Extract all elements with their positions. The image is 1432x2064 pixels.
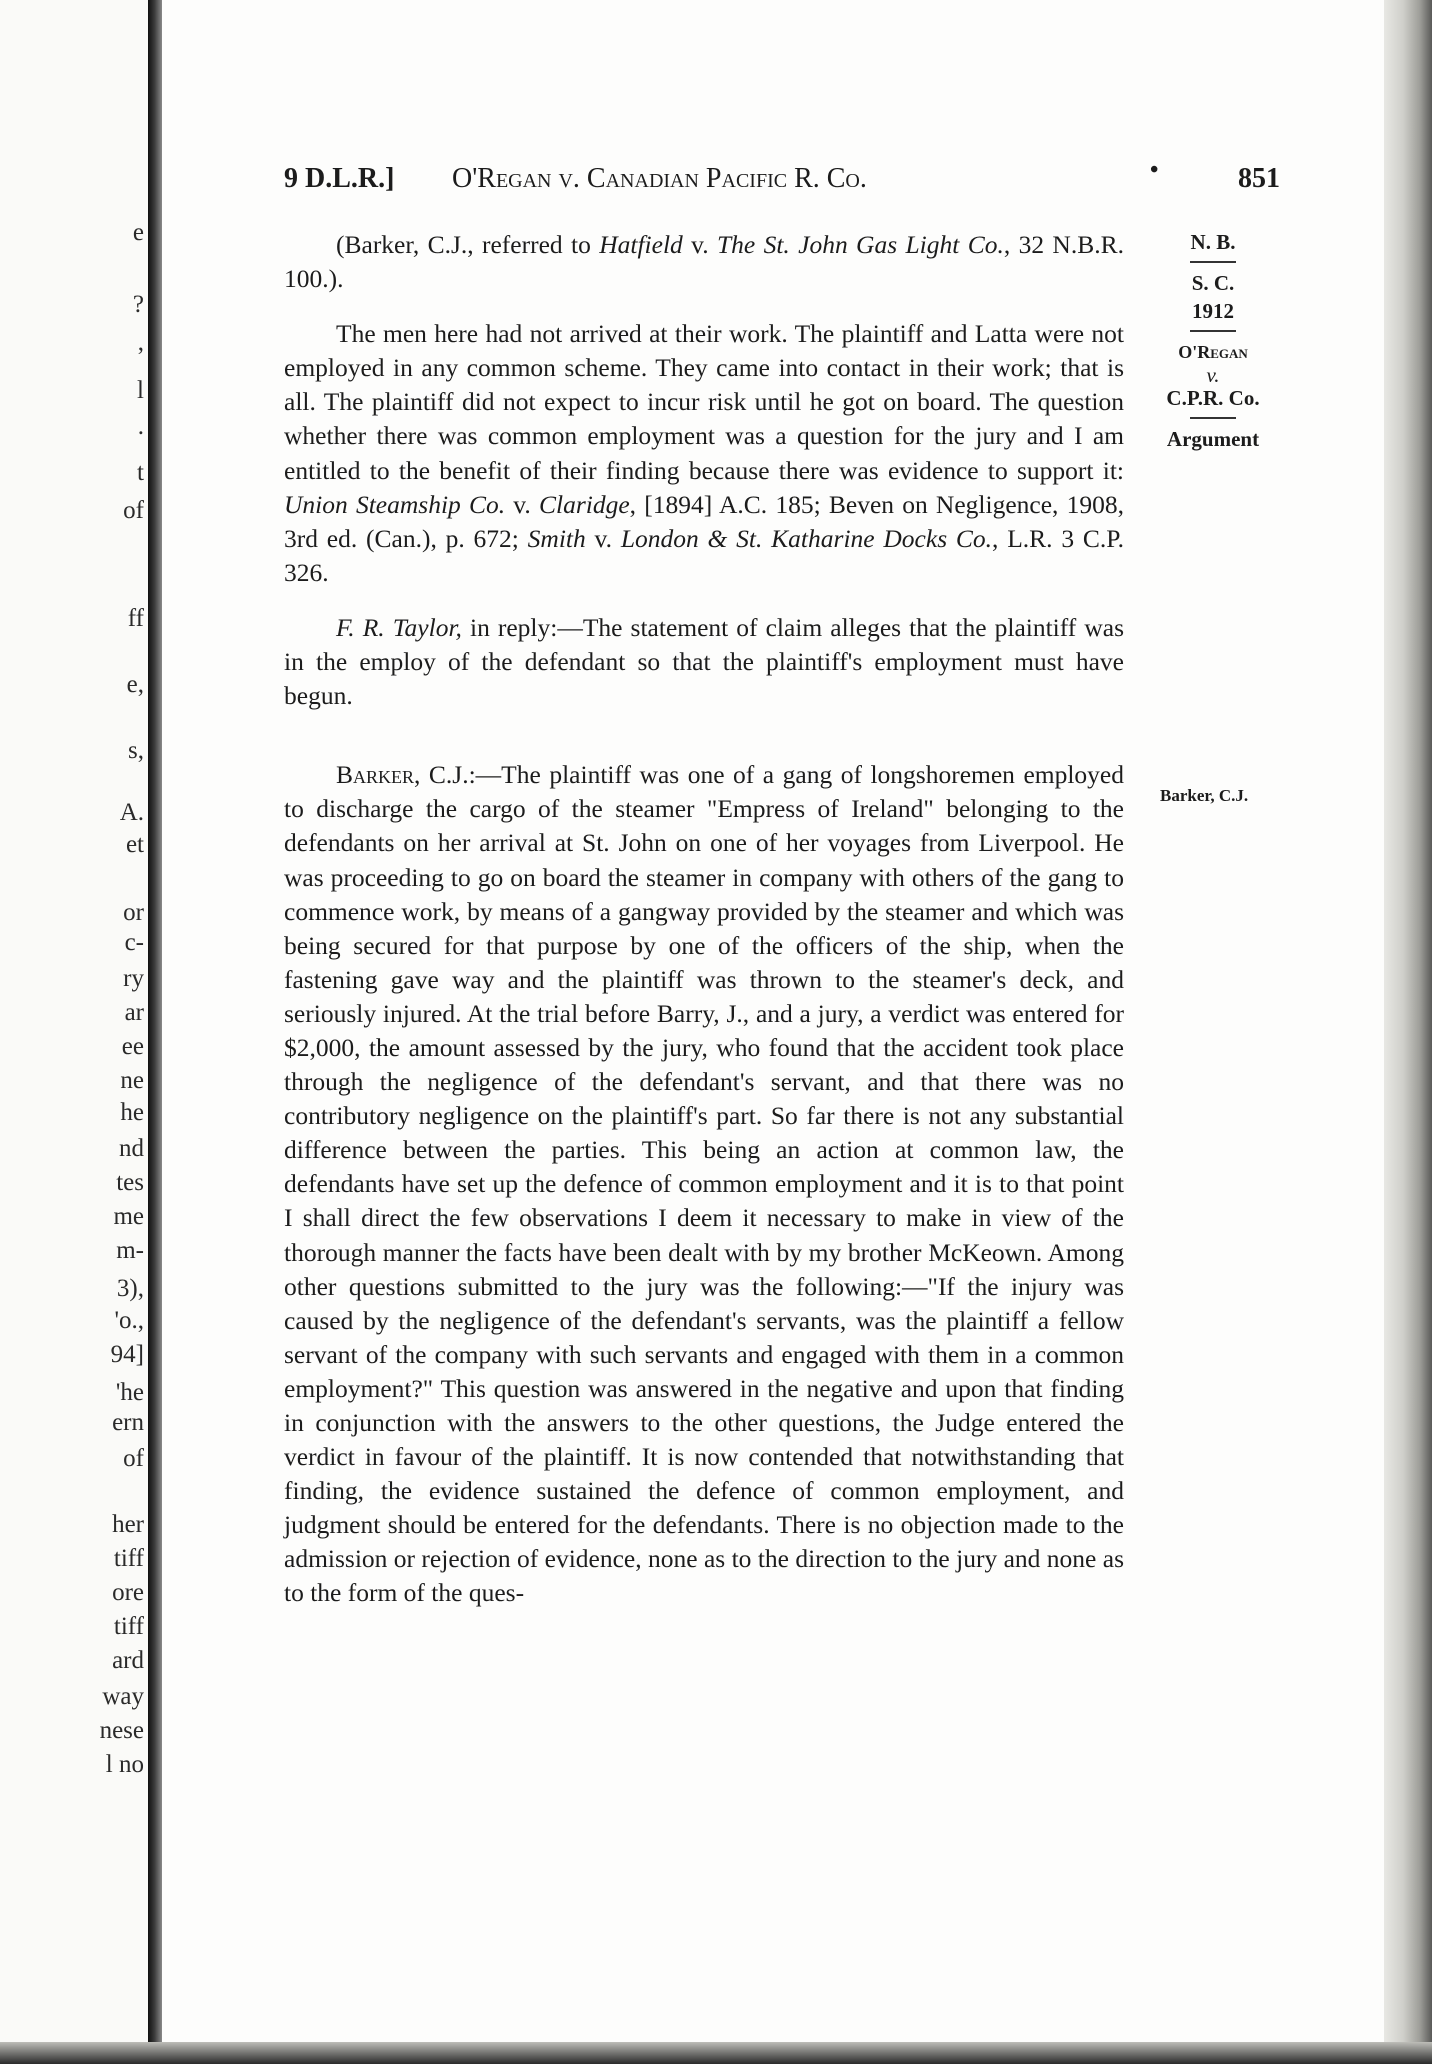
previous-page-text-fragment: 94]: [110, 1341, 144, 1368]
text-run: v.: [682, 230, 717, 259]
margin-judge: Barker, C.J.: [1160, 786, 1249, 805]
previous-page-text-fragment: c-: [124, 929, 144, 956]
previous-page-text-fragment: s,: [128, 737, 144, 764]
previous-page-text-fragment: tiff: [113, 1613, 144, 1640]
margin-court-level: S. C.: [1191, 271, 1235, 295]
margin-section: Argument: [1166, 427, 1260, 451]
previous-page-text-fragment: ,: [137, 329, 144, 356]
text-run: , [1894] A.C. 185; Beven on Negligence, 1908, 3rd ed. (Can.), p. 672;: [284, 489, 1124, 553]
text-run: in reply:—The statement of claim alleges that the plaintiff was in the employ of the defendant so that the plaintiff's employment must have begun.: [284, 612, 1124, 711]
case-name: Smith: [527, 523, 586, 553]
previous-page-text-fragment: tes: [116, 1169, 144, 1196]
text-run: , L.R. 3 C.P. 326.: [284, 523, 1124, 587]
margin-versus: v.: [1206, 363, 1220, 387]
previous-page-text-fragment: ore: [112, 1579, 144, 1606]
bottom-scan-edge: [0, 2042, 1432, 2064]
previous-page-text-fragment: ?: [132, 291, 144, 318]
text-run: :—The plaintiff was one of a gang of longshoremen employed to discharge the cargo of the steamer "Empress of Ireland" belonging to the defendants on her arrival at St. John on one of her voyages from Liverpool. He was proceeding to go on board the steamer in company with others of the gang to commence work, by means of a gangway provided by the steamer and which was being secured for that purpose by one of the officers of the ship, when the fastening gave way and the plaintiff was thrown to the steamer's deck, and seriously injured. At the trial before Barry, J., and a jury, a verdict was entered for $2,000, the amount assessed by the jury, who found that the accident took place through the negligence of the defendant's servant, and that there was no contributory negligence on the plaintiff's part. So far there is not any substantial difference between the parties. This being an action at common law, the defendants have set up the defence of common employment and it is to that point I shall direct the few observations I deem it necessary to make in view of the thorough manner the facts have been dealt with by my brother McKeown. Among other questions submitted to the jury was the following:—"If the injury was caused by the negligence of the defendant's servants, was the plaintiff a fellow servant of the company with such servants and engaged with them in a common employment?" This question was answered in the negative and upon that finding in conjunction with the answers to the other questions, the Judge entered the verdict in favour of the plaintiff. It is now contended that notwithstanding that finding, the evidence sustained the defence of common employment, and judgment should be entered for the defendants. There is no objection made to the admission or rejection of evidence, none as to the direction to the jury and none as to the form of the ques-: [284, 760, 1125, 1608]
previous-page-text-fragment: way: [102, 1683, 144, 1710]
previous-page-text-fragment: l no: [105, 1751, 144, 1778]
previous-page-text-fragment: 'o.,: [114, 1307, 144, 1334]
case-name: Claridge: [538, 489, 630, 519]
volume-reference: 9 D.L.R.]: [284, 163, 395, 194]
margin-notes: [1156, 228, 1270, 453]
text-run: , 32 N.B.R. 100.).: [284, 230, 1124, 294]
case-title-header: O'Regan v. Canadian Pacific R. Co.: [452, 163, 867, 194]
previous-page-text-fragment: ff: [127, 605, 144, 632]
previous-page-text-fragment: .: [137, 413, 144, 440]
case-name: London & St. Katharine Docks Co.: [620, 523, 993, 553]
text-run: v.: [505, 489, 539, 519]
running-head: [284, 157, 1284, 199]
previous-page-text-fragment: ry: [123, 965, 144, 992]
header-mark: •: [1150, 157, 1159, 183]
previous-page-text-fragment: l: [137, 377, 144, 404]
previous-page-text-fragment: her: [112, 1511, 144, 1538]
text-run: The men here had not arrived at their work. The plaintiff and Latta were not employed in any common scheme. They came into contact in their work; that is all. The plaintiff did not expect to incur risk until he got on board. The question whether there was common employment was a question for the jury and I am entitled to the benefit of their finding because there was evidence to support it:: [284, 319, 1124, 485]
paragraph-judgment: [284, 758, 1124, 1610]
case-name: Hatfield: [599, 230, 683, 259]
main-text: [284, 228, 1124, 1611]
book-gutter: [148, 0, 162, 2064]
previous-page-text-fragment: t: [137, 459, 144, 486]
previous-page-text-fragment: me: [113, 1203, 144, 1230]
previous-page-text-fragment: nd: [119, 1135, 144, 1162]
margin-party-1: O'Regan: [1178, 342, 1248, 362]
page-number: 851: [1238, 163, 1280, 194]
right-page-edge: [1384, 0, 1432, 2064]
previous-page-text-fragment: nese: [99, 1717, 144, 1744]
previous-page-text-fragment: 'he: [115, 1379, 144, 1406]
previous-page-edge: [0, 0, 148, 2064]
margin-rule: [1190, 417, 1236, 419]
previous-page-text-fragment: ern: [112, 1409, 144, 1436]
previous-page-text-fragment: or: [123, 899, 144, 926]
previous-page-text-fragment: 3),: [116, 1275, 144, 1302]
margin-party-2: C.P.R. Co.: [1166, 386, 1260, 410]
previous-page-text-fragment: ar: [124, 999, 144, 1026]
margin-court: N. B.: [1190, 230, 1236, 254]
previous-page-text-fragment: of: [123, 497, 144, 524]
counsel-name: F. R. Taylor,: [336, 612, 462, 642]
previous-page-text-fragment: tiff: [113, 1545, 144, 1572]
previous-page-text-fragment: ee: [121, 1033, 144, 1060]
text-run: v.: [585, 523, 621, 553]
text-run: (Barker, C.J., referred to: [336, 230, 600, 259]
previous-page-text-fragment: of: [123, 1445, 144, 1472]
margin-year: 1912: [1192, 299, 1234, 323]
case-name: The St. John Gas Light Co.: [716, 230, 1004, 259]
previous-page-text-fragment: e,: [126, 671, 144, 698]
previous-page-text-fragment: ne: [120, 1067, 144, 1094]
previous-page-text-fragment: he: [120, 1099, 144, 1126]
previous-page-text-fragment: et: [125, 831, 144, 858]
margin-rule: [1190, 330, 1236, 332]
case-name: Union Steamship Co.: [284, 489, 506, 519]
paragraph-argument: [284, 317, 1124, 590]
margin-rule: [1190, 261, 1236, 263]
previous-page-text-fragment: e: [132, 219, 144, 246]
paragraph-referral: [284, 228, 1124, 296]
previous-page-text-fragment: A.: [119, 799, 144, 826]
previous-page-text-fragment: m-: [116, 1237, 144, 1264]
judge-name: Barker, C.J.: [336, 760, 469, 790]
paragraph-reply: [284, 611, 1124, 713]
previous-page-text-fragment: ard: [112, 1647, 144, 1674]
